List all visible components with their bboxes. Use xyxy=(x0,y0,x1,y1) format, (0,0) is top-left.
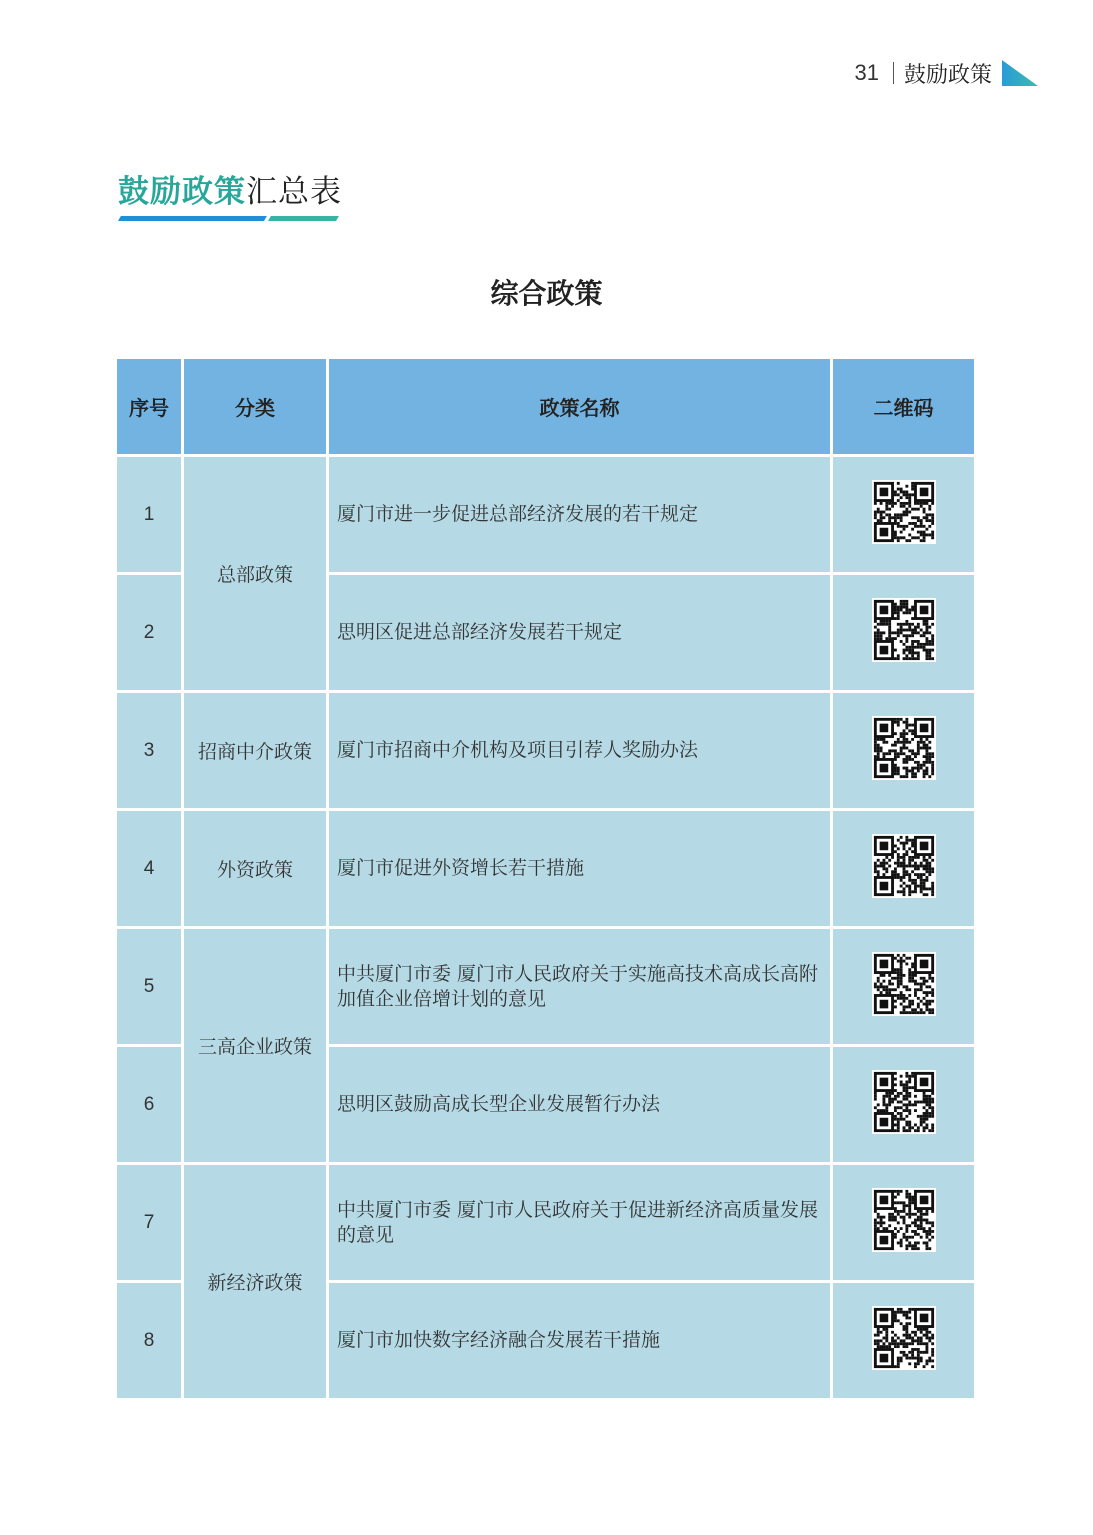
row-seq: 7 xyxy=(117,1165,181,1283)
qr-code-icon[interactable] xyxy=(872,480,936,544)
header-category: 分类 xyxy=(184,359,326,457)
row-policy-name: 中共厦门市委 厦门市人民政府关于实施高技术高成长高附加值企业倍增计划的意见 xyxy=(329,929,830,1047)
row-seq: 8 xyxy=(117,1283,181,1401)
row-qr xyxy=(833,575,974,693)
row-policy-name: 厦门市进一步促进总部经济发展的若干规定 xyxy=(329,457,830,575)
qr-code-icon[interactable] xyxy=(872,1306,936,1370)
page-number: 31 xyxy=(854,60,879,85)
row-qr xyxy=(833,457,974,575)
corner-triangle-icon xyxy=(1002,60,1038,86)
main-title-highlight: 鼓励政策 xyxy=(118,174,246,210)
title-underline-blue xyxy=(118,216,267,221)
row-category: 外资政策 xyxy=(184,811,326,929)
row-seq: 4 xyxy=(117,811,181,929)
table-row xyxy=(117,811,974,929)
row-category: 三高企业政策 xyxy=(184,929,326,1165)
table-subtitle: 综合政策 xyxy=(490,277,603,310)
row-qr xyxy=(833,811,974,929)
row-seq: 2 xyxy=(117,575,181,693)
row-policy-name: 厦门市加快数字经济融合发展若干措施 xyxy=(329,1283,830,1401)
title-underline-teal xyxy=(268,216,339,221)
qr-code-icon[interactable] xyxy=(872,952,936,1016)
row-category: 新经济政策 xyxy=(184,1165,326,1401)
policy-table xyxy=(114,359,977,1401)
page-header xyxy=(855,58,1039,88)
qr-code-icon[interactable] xyxy=(872,716,936,780)
row-policy-name: 中共厦门市委 厦门市人民政府关于促进新经济高质量发展的意见 xyxy=(329,1165,830,1283)
row-policy-name: 厦门市促进外资增长若干措施 xyxy=(329,811,830,929)
qr-code-icon[interactable] xyxy=(872,1070,936,1134)
main-title xyxy=(118,172,342,212)
header-seq: 序号 xyxy=(117,359,181,457)
qr-code-icon[interactable] xyxy=(872,598,936,662)
header-qr: 二维码 xyxy=(833,359,974,457)
row-qr xyxy=(833,1165,974,1283)
table-row xyxy=(117,1165,974,1283)
row-category: 招商中介政策 xyxy=(184,693,326,811)
row-qr xyxy=(833,929,974,1047)
table-row xyxy=(117,457,974,575)
row-seq: 3 xyxy=(117,693,181,811)
main-title-rest: 汇总表 xyxy=(246,174,342,210)
header-name: 政策名称 xyxy=(329,359,830,457)
row-policy-name: 厦门市招商中介机构及项目引荐人奖励办法 xyxy=(329,693,830,811)
section-name: 鼓励政策 xyxy=(903,62,992,88)
row-category: 总部政策 xyxy=(184,457,326,693)
title-underline xyxy=(118,216,336,222)
row-policy-name: 思明区鼓励高成长型企业发展暂行办法 xyxy=(329,1047,830,1165)
table-row xyxy=(117,693,974,811)
qr-code-icon[interactable] xyxy=(872,834,936,898)
qr-code-icon[interactable] xyxy=(872,1188,936,1252)
row-seq: 5 xyxy=(117,929,181,1047)
main-title-block xyxy=(118,172,342,222)
header-divider xyxy=(893,62,894,84)
row-policy-name: 思明区促进总部经济发展若干规定 xyxy=(329,575,830,693)
row-qr xyxy=(833,693,974,811)
row-qr xyxy=(833,1283,974,1401)
row-seq: 1 xyxy=(117,457,181,575)
table-row xyxy=(117,929,974,1047)
row-qr xyxy=(833,1047,974,1165)
table-header-row xyxy=(117,359,974,457)
row-seq: 6 xyxy=(117,1047,181,1165)
